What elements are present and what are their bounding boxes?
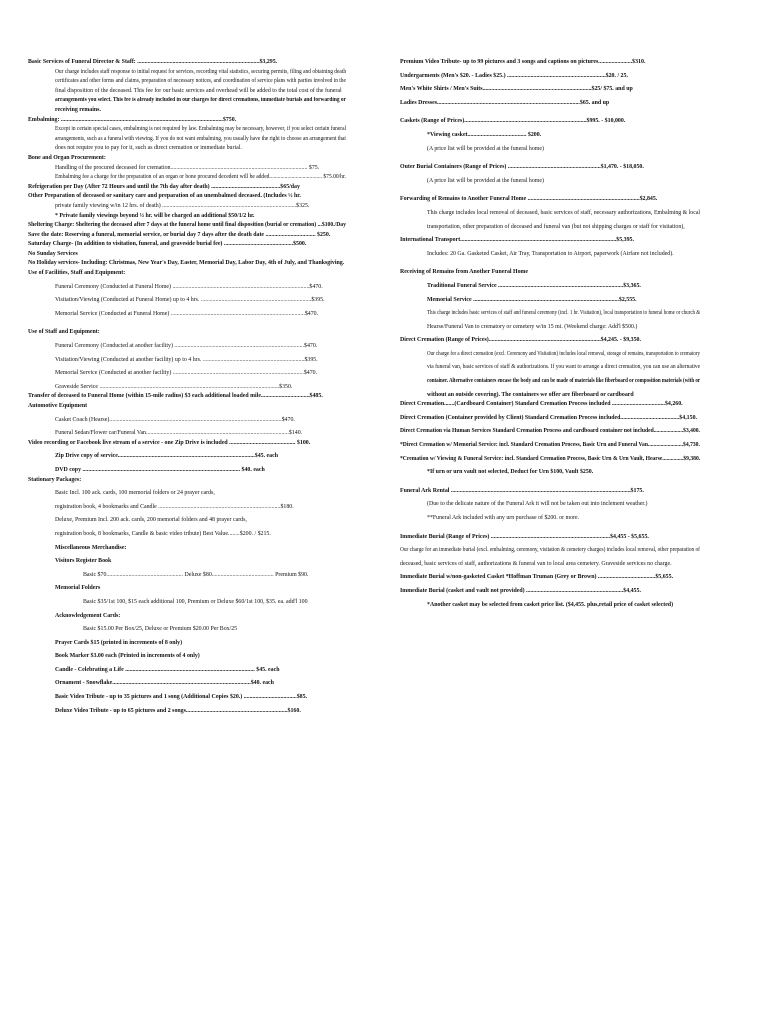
price-line: Visitors Register Book [55,558,112,565]
price-line: Undergarments (Men's $20. - Ladies $25.) ...................................................................$20. / 25. [400,72,628,79]
price-line: registration book, 4 bookmarks and Candle ...................................................................................$180. [55,503,294,510]
price-line: Transfer of deceased to Funeral Home (within 15-mile radius) $3 each additional loaded mile.................................$485. [28,393,323,400]
left-column [28,58,346,716]
price-line: Casket Coach (Hearse).....................................................................................................................$470. [55,416,295,423]
price-line: Forwarding of Remains to Another Funeral Home ............................................................................$2,845. [400,196,658,203]
price-line: (A price list will be provided at the funeral home) [427,145,544,152]
price-line: Sheltering Charge: Sheltering the deceased after 7 days at the funeral home until final disposition (burial or cremation) ...$100./Day [28,222,346,229]
price-line: Basic $70.................................................... Deluxe $80.......................................... Premium $90. [83,571,309,578]
spacer [400,524,700,533]
price-line: Basic $35/1st 100, $15 each additional 100, Premium or Deluxe $60/1st 100, $35. ea. add'l 100 [83,598,308,605]
price-line: Our charge includes staff response to initial request for services, recording vital statistics, securing permits, filing and obtaining death [55,68,346,75]
price-line: Receiving of Remains from Another Funeral Home [400,269,529,276]
price-line: Refrigeration per Day (After 72 Hours and until the 7th day after death) ...............................................$65/day [28,183,300,190]
price-line: Immediate Burial (casket and vault not provided) ..................................................................$4,455. [400,587,641,594]
price-line: Use of Facilities, Staff and Equipment: [28,270,126,277]
price-line: registration book, 8 bookmarks, Candle & basic video tribute) Best Value........$200. / $215. [55,530,271,537]
price-line: Miscellaneous Merchandise: [55,544,127,551]
price-line: final disposition of the deceased. This fee for our basic services and overhead will be added to the total cost of the funeral [55,87,342,94]
price-line: Graveside Service ..........................................................................................................................$350. [55,383,293,390]
price-line: Saturday Charge- (In addition to visitation, funeral, and graveside burial fee) ...............................................$500. [28,241,307,248]
price-line: DVD copy ........................................................................................................... $40. each [55,466,265,473]
price-line: Except in certain special cases, embalming is not required by law. Embalming may be necessary, however, if you select certain funeral [55,126,346,133]
price-line: does not require you to pay for it, such as direct cremation or immediate burial. [55,145,242,152]
price-line: No Holiday services- Including: Christmas, New Year's Day, Easter, Memorial Day, Labor Day, 4th of July, and Thanksgiving. [28,260,345,267]
price-line: Immediate Burial (Range of Prices) .................................................................................$4,455 - $5,655. [400,533,649,540]
price-line: receiving remains. [55,106,101,113]
spacer [400,478,700,487]
price-line: Candle - Celebrating a Life ........................................................................................ $45. each [55,666,280,673]
price-line: Stationary Packages: [28,476,82,483]
price-line: Basic Incl. 100 ack. cards, 100 memorial folders or 24 prayer cards, [55,490,215,497]
price-line: arrangements you select. This fee is already included in our charges for direct cremations, immediate burials and forwarding or [55,97,346,104]
price-line: Basic Video Tribute - up to 35 pictures and 1 song (Additional Copies $20.) ....................................$85. [55,694,308,701]
price-line: **Funeral Ark included with any urn purchase of $200. or more. [427,515,580,521]
price-line: Book Marker $3.00 each (Printed in increments of 4 only) [55,653,200,660]
price-line: Caskets (Range of Prices)...................................................................................$995. - $10,000. [400,118,626,125]
price-line: transportation, other preparation of deceased and funeral van (but not shipping charges or staff for visitation), [427,223,685,230]
price-line: Basic $15.00 Per Box/25, Deluxe or Premium $20.00 Per Box/25 [83,626,238,633]
price-line: International Transport..........................................................................................................$5,395. [400,237,634,244]
price-line: Memorial Service (Conducted at Funeral Home) ...........................................................................................$470. [55,310,319,317]
price-line: Ladies Dresses.................................................................................................$65. and up [400,99,610,106]
price-line: Immediate Burial w/non-gasketed Casket *Hoffman Truman (Grey or Brown) .......................................$5,655. [400,574,674,581]
price-line: Direct Cremation.......(Cardboard Container) Standard Cremation Process included ....................................$4,260. [400,401,683,408]
right-column [400,58,700,610]
price-line: Deluxe Video Tribute - up to 65 pictures and 2 songs.....................................................................$160. [55,707,301,714]
price-line: Funeral Ark Rental ..........................................................................................................................$175. [400,487,644,494]
price-line: Prayer Cards $15 (printed in increments of 8 only) [55,639,183,646]
price-line: Handling of the procured deceased for cremation............................................................................................. $75. [55,164,320,171]
price-line: Acknowledgement Cards: [55,612,121,619]
spacer [400,259,700,268]
price-line: Basic Services of Funeral Director & Staff: ...................................................................................$3,295. [28,59,278,65]
price-line: private family viewing w/in 12 hrs. of death) ...........................................................................................$325. [55,202,310,209]
price-line: *If urn or urn vault not selected, Deduct for Urn $100, Vault $250. [427,469,594,476]
price-line: Funeral Ceremony (Conducted at Funeral Home) .............................................................................................$470. [55,283,323,290]
price-line: Other Preparation of deceased or sanitary care and preparation of an unembalmed deceased. (Includes ½ hr. [28,193,301,200]
price-line: Hearse/Funeral Van to crematory or cemetery w/in 15 mi. (Weekend charge: Add'l $500.) [427,323,638,330]
price-line: Visitation/Viewing (Conducted at another facility) up to 4 hrs. .....................................................................$395. [55,356,318,363]
price-line: *Another casket may be selected from casket price list. ($4,455. plus,retail price of casket selected) [427,601,674,608]
price-line: Men's White Shirts / Men's Suits..........................................................................$25/ $75. and up [400,86,633,93]
price-line: Our charge for a direct cremation (excl. Ceremony and Visitation) includes local removal, storage of remains, transportation to crematory [427,350,700,357]
price-line: Traditional Funeral Service .....................................................................................$3,365. [427,282,641,289]
price-line: certificates and other forms and claims, preparation of necessary notices, and coordination of service plans with parties involved in the [55,78,346,85]
price-line: Memorial Service (Conducted at another facility) .........................................................................................$470. [55,370,318,377]
price-line: (A price list will be provided at the funeral home) [427,177,544,184]
price-line: without an outside covering). The containers we offer are fiberboard or cardboard [427,391,634,398]
price-line: This charge includes local removal of deceased, basic services of staff, necessary authorizations, Embalming & local [427,209,700,216]
price-line: Deluxe, Premium Incl. 200 ack. cards, 200 memorial folders and 48 prayer cards, [55,517,247,524]
price-line: arrangements, such as a funeral with viewing. If you do not want embalming, you usually have the right to choose an arrangement that [55,135,346,142]
price-line: *Viewing casket........................................ $200. [427,131,542,138]
price-line: Bone and Organ Procurement: [28,154,106,161]
price-line: deceased, basic services of staff, authorizations & funeral van to local area cemetery. Graveside services no charge. [400,560,672,567]
price-line: Visitation/Viewing (Conducted at Funeral Home) up to 4 hrs. ...........................................................................$395. [55,297,325,304]
price-line: Direct Cremation via Human Services Standard Cremation Process and cardboard container not included.....................$3,400. [400,428,700,435]
price-line: Our charge for an immediate burial (excl. embalming, ceremony, visitation & cemetery charges) includes local removal, other preparation of [400,547,700,554]
price-line: *Cremation w/ Viewing & Funeral Service: incl. Standard Cremation Process, Basic Urn & Urn Vault, Hearse...............$9,380. [400,455,700,462]
spacer [400,186,700,195]
price-line: *Direct Cremation w/ Memorial Service: incl. Standard Cremation Process, Basic Urn and Funeral Van.........................$4,730. [400,442,700,449]
price-line: Direct Cremation (Range of Prices)............................................................................$4,245. - $9,350. [400,337,641,344]
price-line: Use of Staff and Equipment: [28,329,100,336]
price-line: This charge includes basic services of staff and funeral ceremony (incl. 1 hr. Visitation), local transportation to funeral home or church & [427,310,700,317]
price-line: Direct Cremation (Container provided by Client) Standard Cremation Process included........................................$4,150. [400,414,697,421]
price-line: container. Alternative containers encase the body and can be made of materials like fiberboard or composition materials (with or [427,378,700,385]
price-line: Video recording or Facebook live stream of a service - one Zip Drive is included ............................................. $100. [28,439,311,446]
price-line: Memorial Service ...................................................................................................$2,555. [427,296,637,303]
spacer [28,319,346,328]
price-line: Embalming fee a charge for the preparation of an organ or bone procured decedent will be added...................................... $75.00/hr. [55,174,346,181]
price-line: Automotive Equipment [28,403,88,409]
spacer [400,154,700,163]
price-line: via funeral van, basic services of staff & authorizations. If you want to arrange a direct cremation, you can use an alternative [427,364,700,371]
price-line: Zip Drive copy of service.............................................................................................$45. each [55,453,279,460]
price-line: Premium Video Tribute- up to 99 pictures and 3 songs and captions on pictures.......................$310. [400,59,646,65]
price-line: Funeral Sedan/Flower car/Funeral Van.................................................................................................$140. [55,430,303,437]
price-line: Outer Burial Containers (Range of Prices) ...............................................................$1,470. - $18,050. [400,164,644,171]
price-line: No Sunday Services [28,250,78,257]
price-line: Ornament - Snowflake..............................................................................................$40. each [55,680,274,687]
price-line: * Private family viewings beyond ½ hr. will be charged an additional $50/1/2 hr. [55,212,255,219]
price-line: Funeral Ceremony (Conducted at another facility) ........................................................................................$470. [55,343,318,350]
price-line: Includes: 20 Ga. Gasketed Casket, Air Tray, Transportation to Airport, paperwork (Airfare not included). [427,250,674,257]
price-line: Save the date: Reserving a funeral, memorial service, or burial day 7 days after the death date .................................. $250. [28,231,331,238]
price-line: (Due to the delicate nature of the Funeral Ark it will not be taken out into inclement weather.) [427,501,648,508]
spacer [400,108,700,117]
price-line: Memorial Folders [55,585,101,592]
price-line: Embalming: ..............................................................................................................$750. [28,116,237,123]
